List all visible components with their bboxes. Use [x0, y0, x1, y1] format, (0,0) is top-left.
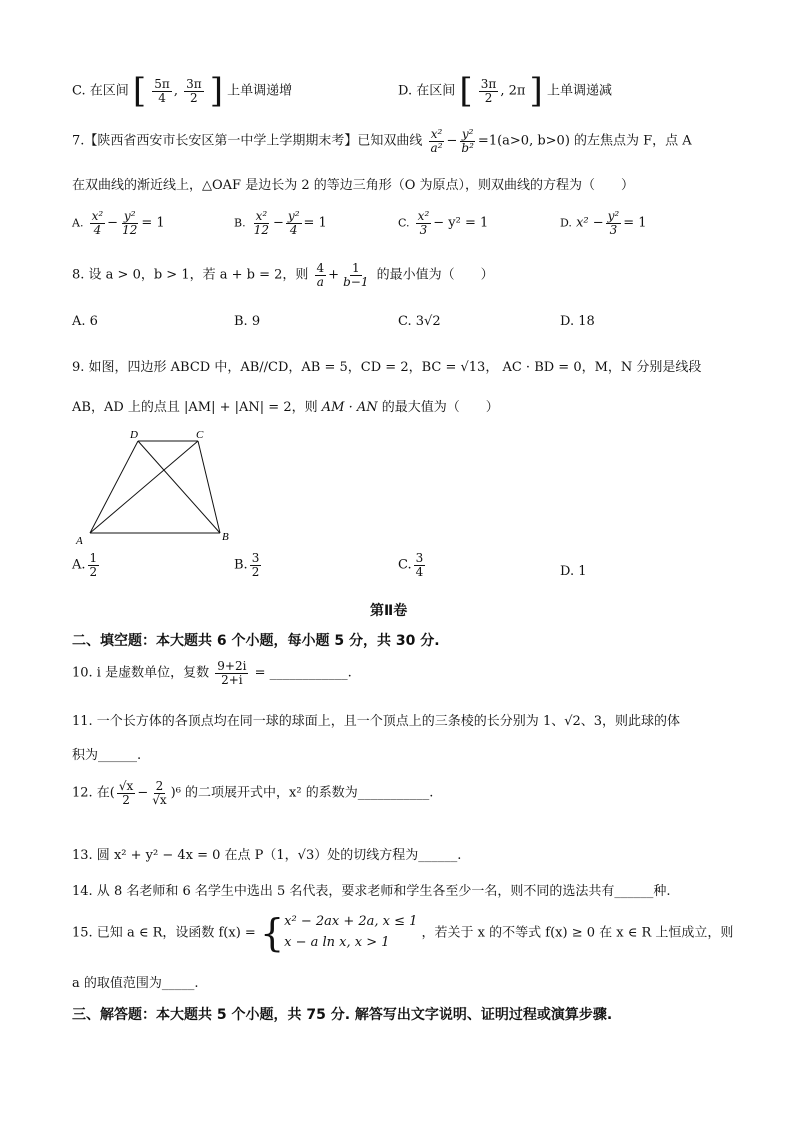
q8-stem: 8. 设 a > 0，b > 1，若 a + b = 2，则 $\frac{4}{a}$ + $\frac{1}{b-1}$ 的最小值为（ ） — [72, 261, 494, 289]
q8-option-d: D. 18 — [560, 314, 595, 329]
q7-option-a: A. $\frac{\text{x²}}{4}$ − $\frac{\text{y²}}{12}$ = 1 — [72, 209, 165, 237]
vertex-a-label: A — [76, 535, 83, 547]
q9-line2: AB，AD 上的点且 |AM| + |AN| = 2，则 AM · AN 的最大值为（ ） — [72, 400, 499, 415]
quadrilateral-figure — [70, 426, 240, 548]
q7-line2: 在双曲线的渐近线上，△OAF 是边长为 2 的等边三角形（O 为原点），则双曲线的方程为（ ） — [72, 178, 635, 193]
q8-option-c: C. 3√2 — [398, 314, 441, 329]
q7-option-c: C. $\frac{\text{x²}}{3}$ − y² = 1 — [398, 209, 489, 237]
vertex-c-label: C — [196, 429, 204, 441]
q7-option-d: D. x² − $\frac{\text{y²}}{3}$ = 1 — [560, 209, 647, 237]
vertex-b-label: B — [222, 531, 229, 543]
q6-option-d: D. 在区间 [ $\frac{3\pi}{2}$ , 2π ] 上单调递减 — [398, 71, 612, 111]
q8-option-b: B. 9 — [234, 314, 261, 329]
q9-option-b: B. $\frac{3}{2}$ — [234, 551, 260, 579]
q7-line1: 7.【陕西省西安市长安区第一中学上学期期末考】已知双曲线 $\frac{\text{x²}}{\text{a²}}$ − $\frac{\text{y²}}{\text{b²}}$ =1(a>0, b>0) 的左焦点为 F，点 A — [72, 127, 692, 155]
q14-stem: 14. 从 8 名老师和 6 名学生中选出 5 名代表，要求老师和学生各至少一名，则不同的选法共有______种. — [72, 884, 671, 899]
q15-line2: a 的取值范围为_____. — [72, 976, 199, 991]
q12-stem: 12. 在( $\frac{√x}{2}$ − $\frac{2}{√x}$ )⁶ 的二项展开式中，x² 的系数为___________. — [72, 779, 434, 807]
q9-line1: 9. 如图，四边形 ABCD 中，AB//CD，AB = 5，CD = 2，BC = √13， AC · BD = 0，M，N 分别是线段 — [72, 360, 702, 375]
q6-option-c: C. 在区间 [ $\frac{5\pi}{4}$ , $\frac{3\pi}{2}$ ] 上单调递增 — [72, 71, 293, 111]
q11-line2: 积为______. — [72, 748, 142, 763]
part-two-title: 第Ⅱ卷 — [370, 603, 408, 619]
vertex-d-label: D — [130, 429, 138, 441]
q11-line1: 11. 一个长方体的各顶点均在同一球的球面上，且一个顶点上的三条棱的长分别为 1、√2、3，则此球的体 — [72, 714, 681, 729]
q8-option-a: A. 6 — [72, 314, 98, 329]
q13-stem: 13. 圆 x² + y² − 4x = 0 在点 P（1，√3）处的切线方程为______. — [72, 848, 462, 863]
q10-stem: 10. i 是虚数单位，复数 $\frac{9+2i}{2+i}$ = ____________. — [72, 659, 352, 687]
q9-option-a: A. $\frac{1}{2}$ — [72, 551, 98, 579]
section-fill-in-heading: 二、填空题：本大题共 6 个小题，每小题 5 分，共 30 分. — [72, 633, 440, 649]
q9-option-c: C. $\frac{3}{4}$ — [398, 551, 424, 579]
q15-line1: 15. 已知 a ∈ R，设函数 f(x) = { x² − 2ax + 2a, x ≤ 1 x − a ln x, x > 1 ，若关于 x 的不等式 f(x) ≥ 0 在 x ∈ R 上恒成立，则 — [72, 910, 734, 955]
section-answer-heading: 三、解答题：本大题共 5 个小题，共 75 分. 解答写出文字说明、证明过程或演算步骤. — [72, 1007, 613, 1023]
q9-option-d: D. 1 — [560, 564, 587, 579]
q7-option-b: B. $\frac{\text{x²}}{12}$ − $\frac{\text{y²}}{4}$ = 1 — [234, 209, 327, 237]
